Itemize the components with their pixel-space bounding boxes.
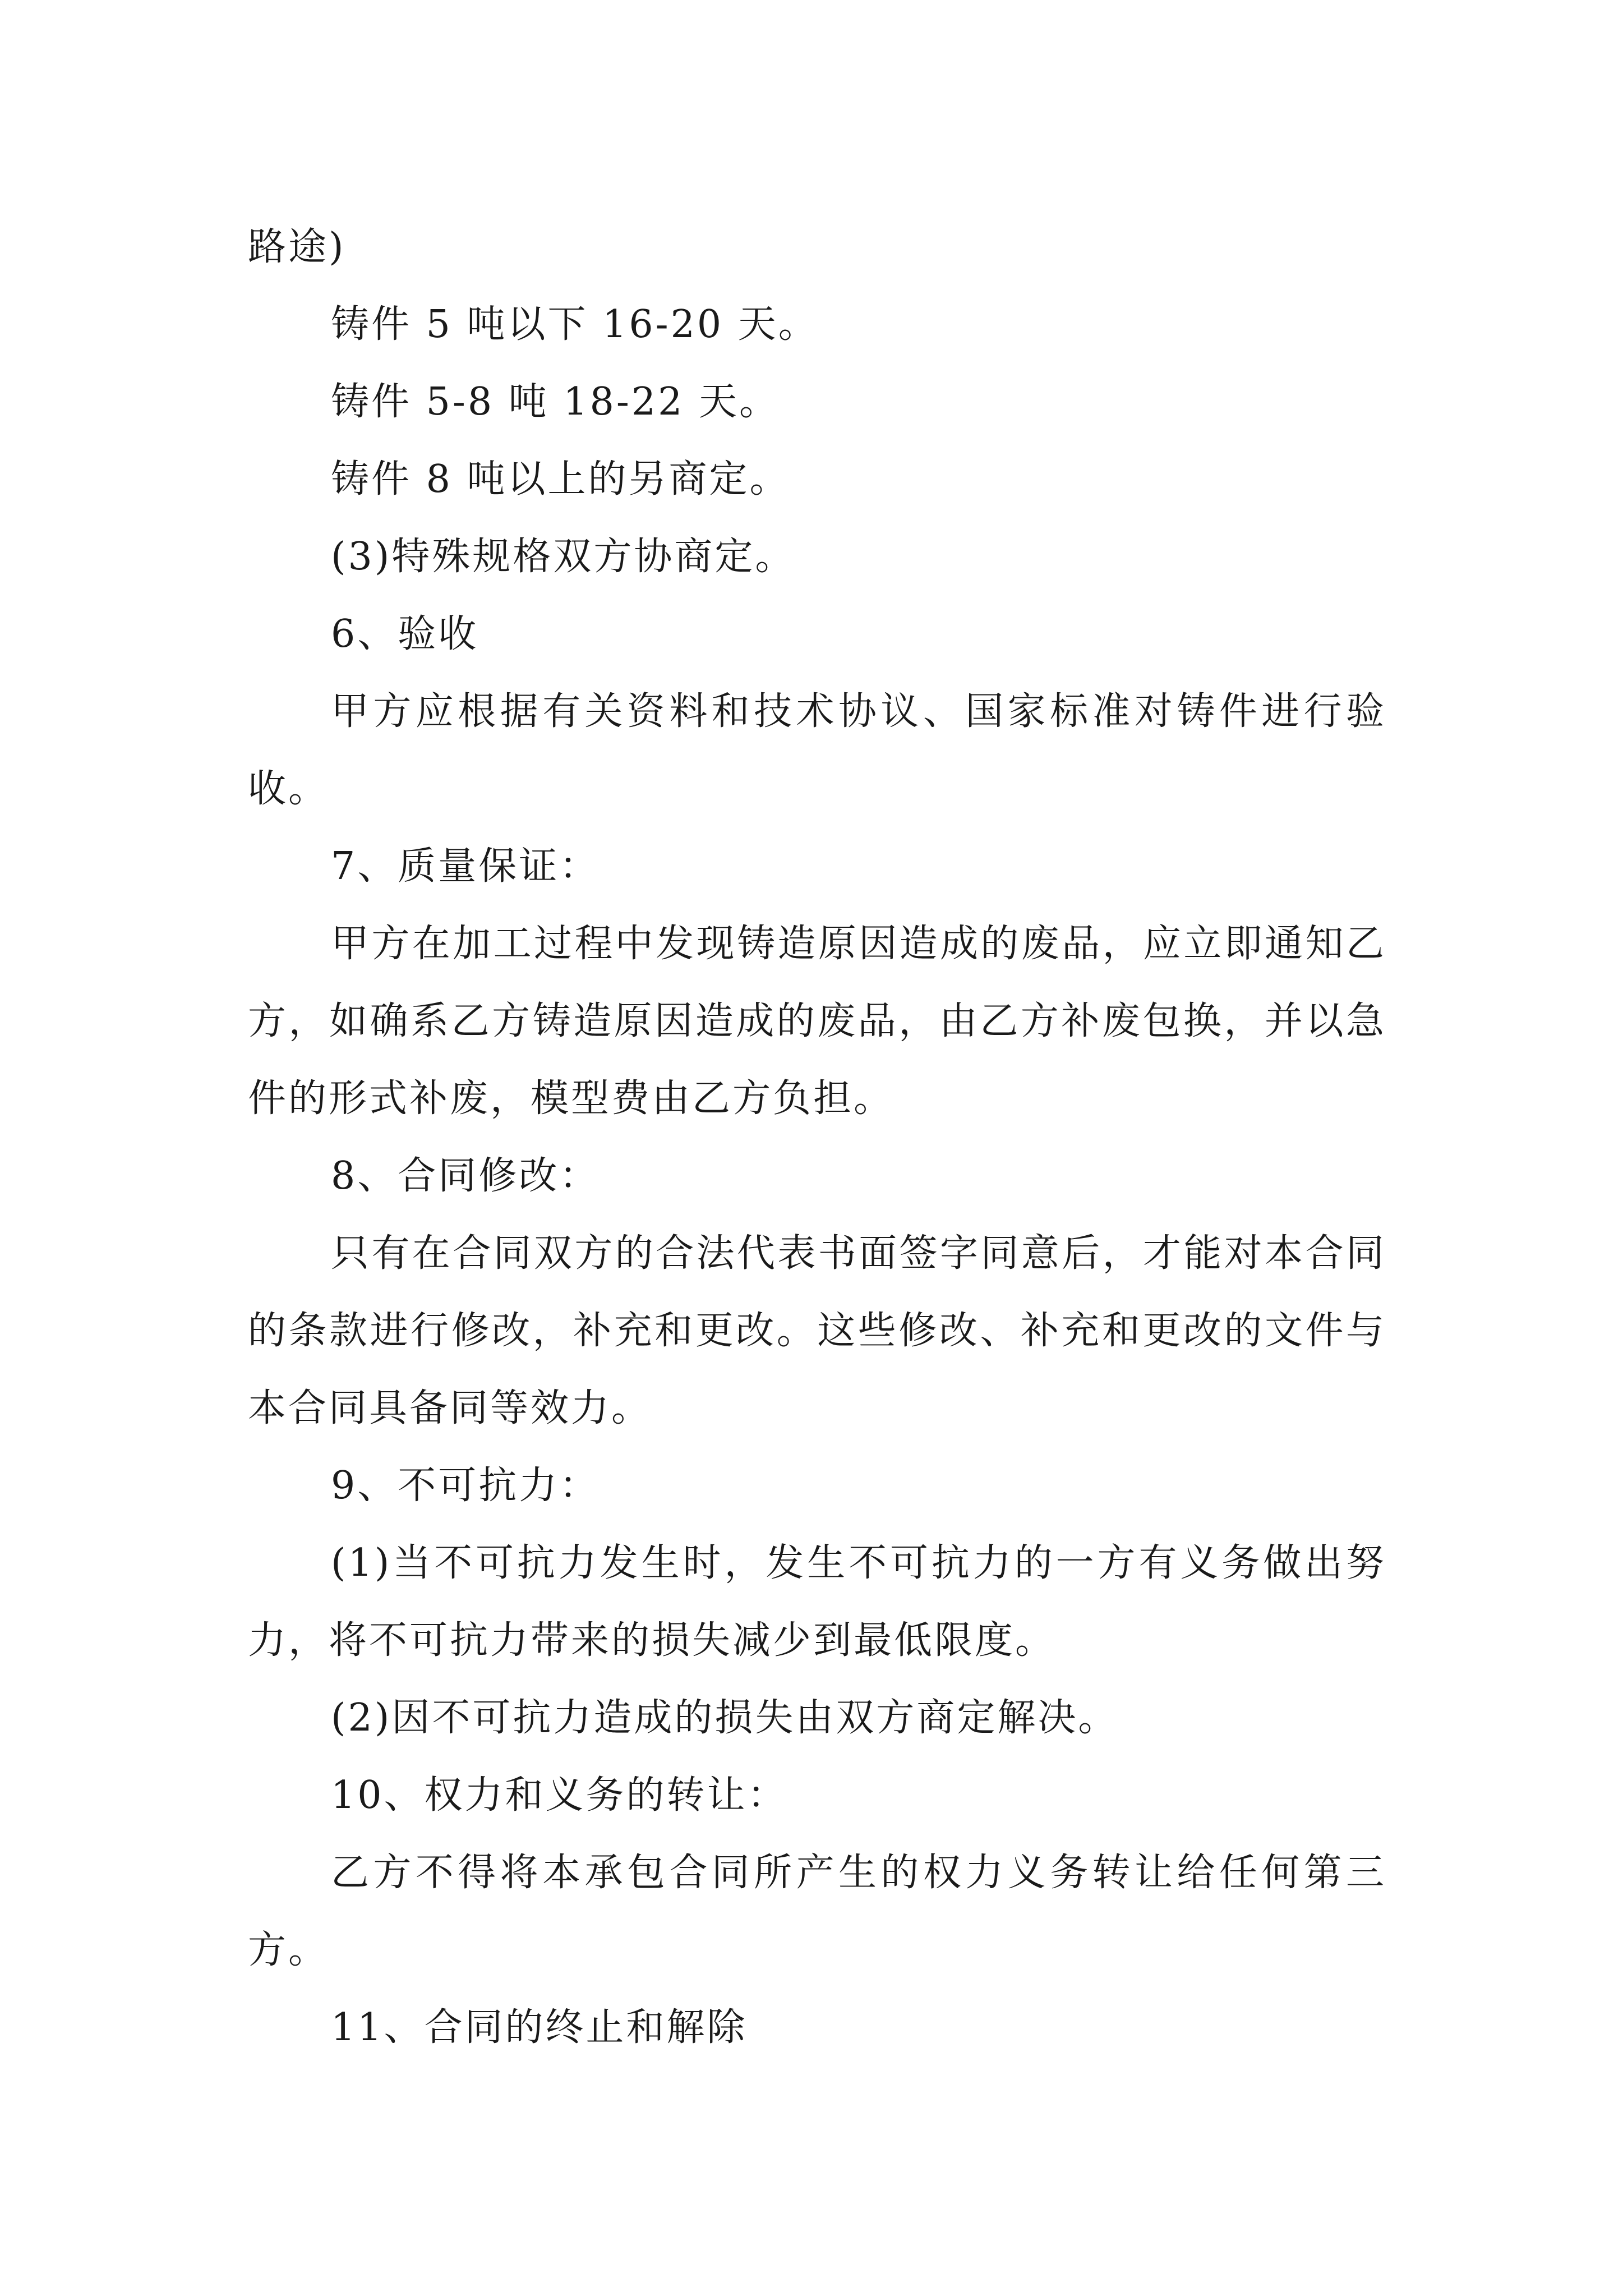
paragraph-contract-amendment: 只有在合同双方的合法代表书面签字同意后，才能对本合同的条款进行修改，补充和更改。这些修改、补充和更改的文件与本合同具备同等效力。 bbox=[248, 1231, 1386, 1430]
paragraph-route-end: 路途) bbox=[248, 225, 346, 269]
section-heading-termination: 11、合同的终止和解除 bbox=[331, 2005, 748, 2050]
section-heading-acceptance: 6、验收 bbox=[331, 612, 479, 656]
section-heading-force-majeure: 9、不可抗力： bbox=[331, 1464, 600, 1508]
paragraph-casting-over-8t: 铸件 8 吨以上的另商定。 bbox=[331, 457, 790, 501]
paragraph-casting-5-8t: 铸件 5-8 吨 18-22 天。 bbox=[331, 380, 780, 424]
paragraph-casting-under-5t: 铸件 5 吨以下 16-20 天。 bbox=[331, 302, 819, 347]
paragraph-transfer: 乙方不得将本承包合同所产生的权力义务转让给任何第三方。 bbox=[248, 1851, 1386, 1972]
section-heading-quality-guarantee: 7、质量保证： bbox=[331, 844, 600, 889]
paragraph-acceptance: 甲方应根据有关资料和技术协议、国家标准对铸件进行验收。 bbox=[248, 689, 1386, 811]
paragraph-force-majeure-2: (2)因不可抗力造成的损失由双方商定解决。 bbox=[331, 1696, 1119, 1740]
paragraph-force-majeure-1: (1)当不可抗力发生时，发生不可抗力的一方有义务做出努力，将不可抗力带来的损失减少到最低限度。 bbox=[248, 1541, 1386, 1663]
section-heading-transfer: 10、权力和义务的转让： bbox=[331, 1773, 788, 1818]
section-heading-contract-amendment: 8、合同修改： bbox=[331, 1154, 600, 1198]
paragraph-special-specs: (3)特殊规格双方协商定。 bbox=[331, 535, 796, 579]
paragraph-quality-guarantee: 甲方在加工过程中发现铸造原因造成的废品，应立即通知乙方，如确系乙方铸造原因造成的废品，由乙方补废包换，并以急件的形式补废，模型费由乙方负担。 bbox=[248, 922, 1386, 1121]
document-body bbox=[248, 209, 1386, 2067]
